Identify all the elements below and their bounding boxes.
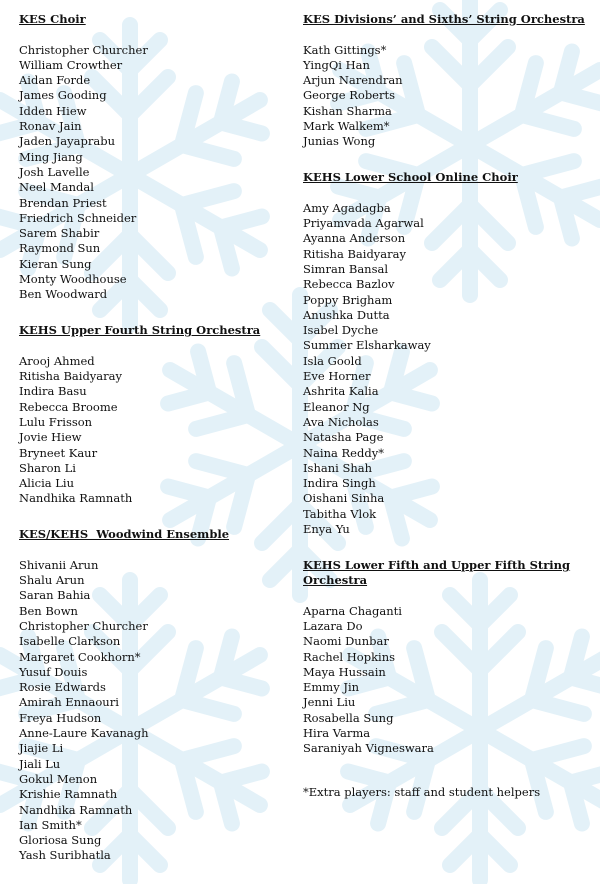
member-name: Junias Wong (303, 134, 376, 149)
member-name: Rosabella Sung (303, 710, 394, 725)
member-name: Kieran Sung (19, 256, 92, 271)
member-name: Christopher Churcher (19, 618, 148, 633)
member-name: Isabelle Clarkson (19, 634, 121, 649)
member-name: Ming Jiang (19, 149, 83, 164)
section-lower-school-online-choir (303, 170, 593, 537)
member-name: Jenni Liu (303, 695, 356, 710)
member-name: Saraniyah Vigneswara (303, 741, 434, 756)
member-name: William Crowther (19, 57, 123, 72)
member-list (19, 354, 287, 507)
section-upper-fourth-string-orchestra (19, 323, 287, 507)
member-name: Naomi Dunbar (303, 634, 389, 649)
member-name: Amirah Ennaouri (19, 695, 119, 710)
member-list (303, 43, 593, 150)
member-name: Shivanii Arun (19, 557, 99, 572)
section-woodwind-ensemble (19, 527, 287, 864)
member-name: Saran Bahia (19, 588, 91, 603)
section-title: KEHS Lower School Online Choir (303, 170, 518, 185)
section-title (303, 558, 593, 589)
member-name: Ritisha Baidyaray (303, 246, 407, 261)
member-name: Mark Walkem* (303, 119, 390, 134)
member-name: Kishan Sharma (303, 103, 392, 118)
section-kes-choir (19, 12, 287, 303)
member-name: Idden Hiew (19, 103, 87, 118)
member-name: Christopher Churcher (19, 42, 148, 57)
member-name: Gloriosa Sung (19, 833, 102, 848)
right-column (303, 12, 593, 800)
member-name: Arooj Ahmed (19, 353, 95, 368)
member-name: Isabel Dyche (303, 323, 379, 338)
member-name: Josh Lavelle (19, 164, 90, 179)
member-name: Alicia Liu (19, 476, 75, 491)
member-list (19, 43, 287, 303)
member-name: Jovie Hiew (19, 430, 82, 445)
member-name: Poppy Brigham (303, 292, 393, 307)
member-name: Monty Woodhouse (19, 272, 127, 287)
section-title: KEHS Upper Fourth String Orchestra (19, 323, 261, 338)
member-name: Enya Yu (303, 522, 350, 536)
member-name: Gokul Menon (19, 771, 98, 786)
member-name: Sharon Li (19, 460, 76, 475)
member-name: Yash Suribhatla (19, 848, 111, 863)
member-name: Eleanor Ng (303, 399, 370, 414)
member-name: Bryneet Kaur (19, 445, 98, 460)
member-name: Simran Bansal (303, 261, 389, 276)
member-name: Freya Hudson (19, 710, 102, 725)
section-title: KES/KEHS Woodwind Ensemble (19, 527, 230, 542)
member-name: Maya Hussain (303, 664, 386, 679)
member-list (303, 201, 593, 538)
section-title: KES Choir (19, 12, 86, 26)
member-name: Ishani Shah (303, 460, 372, 475)
member-name: Jiajie Li (19, 741, 64, 756)
member-name: Jaden Jayaprabu (19, 134, 115, 149)
member-list (303, 604, 593, 757)
member-list (19, 558, 287, 864)
member-name: Priyamvada Agarwal (303, 216, 424, 231)
member-name: Ava Nicholas (303, 414, 379, 429)
footnote: *Extra players: staff and student helpers (303, 784, 541, 799)
member-name: George Roberts (303, 88, 396, 103)
member-name: Rosie Edwards (19, 680, 106, 695)
member-name: YingQi Han (303, 57, 370, 72)
member-name: Nandhika Ramnath (19, 491, 133, 506)
member-name: Anushka Dutta (303, 307, 390, 322)
member-name: Rachel Hopkins (303, 649, 396, 664)
member-name: Eve Horner (303, 369, 371, 384)
section-divisions-sixths-string-orchestra (303, 12, 593, 150)
member-name: Nandhika Ramnath (19, 802, 133, 817)
member-name: Indira Singh (303, 476, 376, 491)
member-name: Rebecca Bazlov (303, 277, 395, 292)
section-title-line: KEHS Lower Fifth and Upper Fifth String (303, 557, 571, 572)
member-name: Ben Woodward (19, 287, 108, 302)
member-name: Hira Varma (303, 726, 371, 741)
member-name: Amy Agadagba (303, 200, 391, 215)
left-column (19, 12, 287, 884)
section-lower-upper-fifth-string-orchestra (303, 558, 593, 757)
member-name: Sarem Shabir (19, 226, 100, 241)
member-name: Jiali Lu (19, 756, 61, 771)
member-name: Neel Mandal (19, 180, 94, 195)
member-name: Shalu Arun (19, 573, 85, 588)
member-name: Aparna Chaganti (303, 603, 402, 618)
member-name: Raymond Sun (19, 241, 101, 256)
section-title-line: Orchestra (303, 573, 368, 588)
member-name: Ben Bown (19, 603, 78, 618)
member-name: Rebecca Broome (19, 399, 118, 414)
member-name: James Gooding (19, 88, 107, 103)
section-title: KES Divisions’ and Sixths’ String Orchestra (303, 12, 585, 26)
member-name: Margaret Cookhorn* (19, 649, 141, 664)
member-name: Naina Reddy* (303, 445, 384, 460)
member-name: Indira Basu (19, 384, 87, 399)
member-name: Ayanna Anderson (303, 231, 406, 246)
member-name: Krishie Ramnath (19, 787, 118, 802)
member-name: Arjun Narendran (303, 73, 403, 88)
member-name: Brendan Priest (19, 195, 107, 210)
member-name: Tabitha Vlok (303, 506, 377, 521)
member-name: Natasha Page (303, 430, 384, 445)
member-name: Isla Goold (303, 353, 362, 368)
member-name: Kath Gittings* (303, 42, 387, 57)
member-name: Friedrich Schneider (19, 210, 137, 225)
member-name: Lulu Frisson (19, 414, 93, 429)
member-name: Ashrita Kalia (303, 384, 379, 399)
member-name: Yusuf Douis (19, 664, 88, 679)
member-name: Lazara Do (303, 618, 363, 633)
member-name: Ian Smith* (19, 817, 82, 832)
member-name: Emmy Jin (303, 680, 360, 695)
member-name: Summer Elsharkaway (303, 338, 431, 353)
member-name: Oishani Sinha (303, 491, 385, 506)
member-name: Ronav Jain (19, 119, 82, 134)
member-name: Aidan Forde (19, 73, 91, 88)
member-name: Ritisha Baidyaray (19, 369, 123, 384)
member-name: Anne-Laure Kavanagh (19, 726, 149, 741)
